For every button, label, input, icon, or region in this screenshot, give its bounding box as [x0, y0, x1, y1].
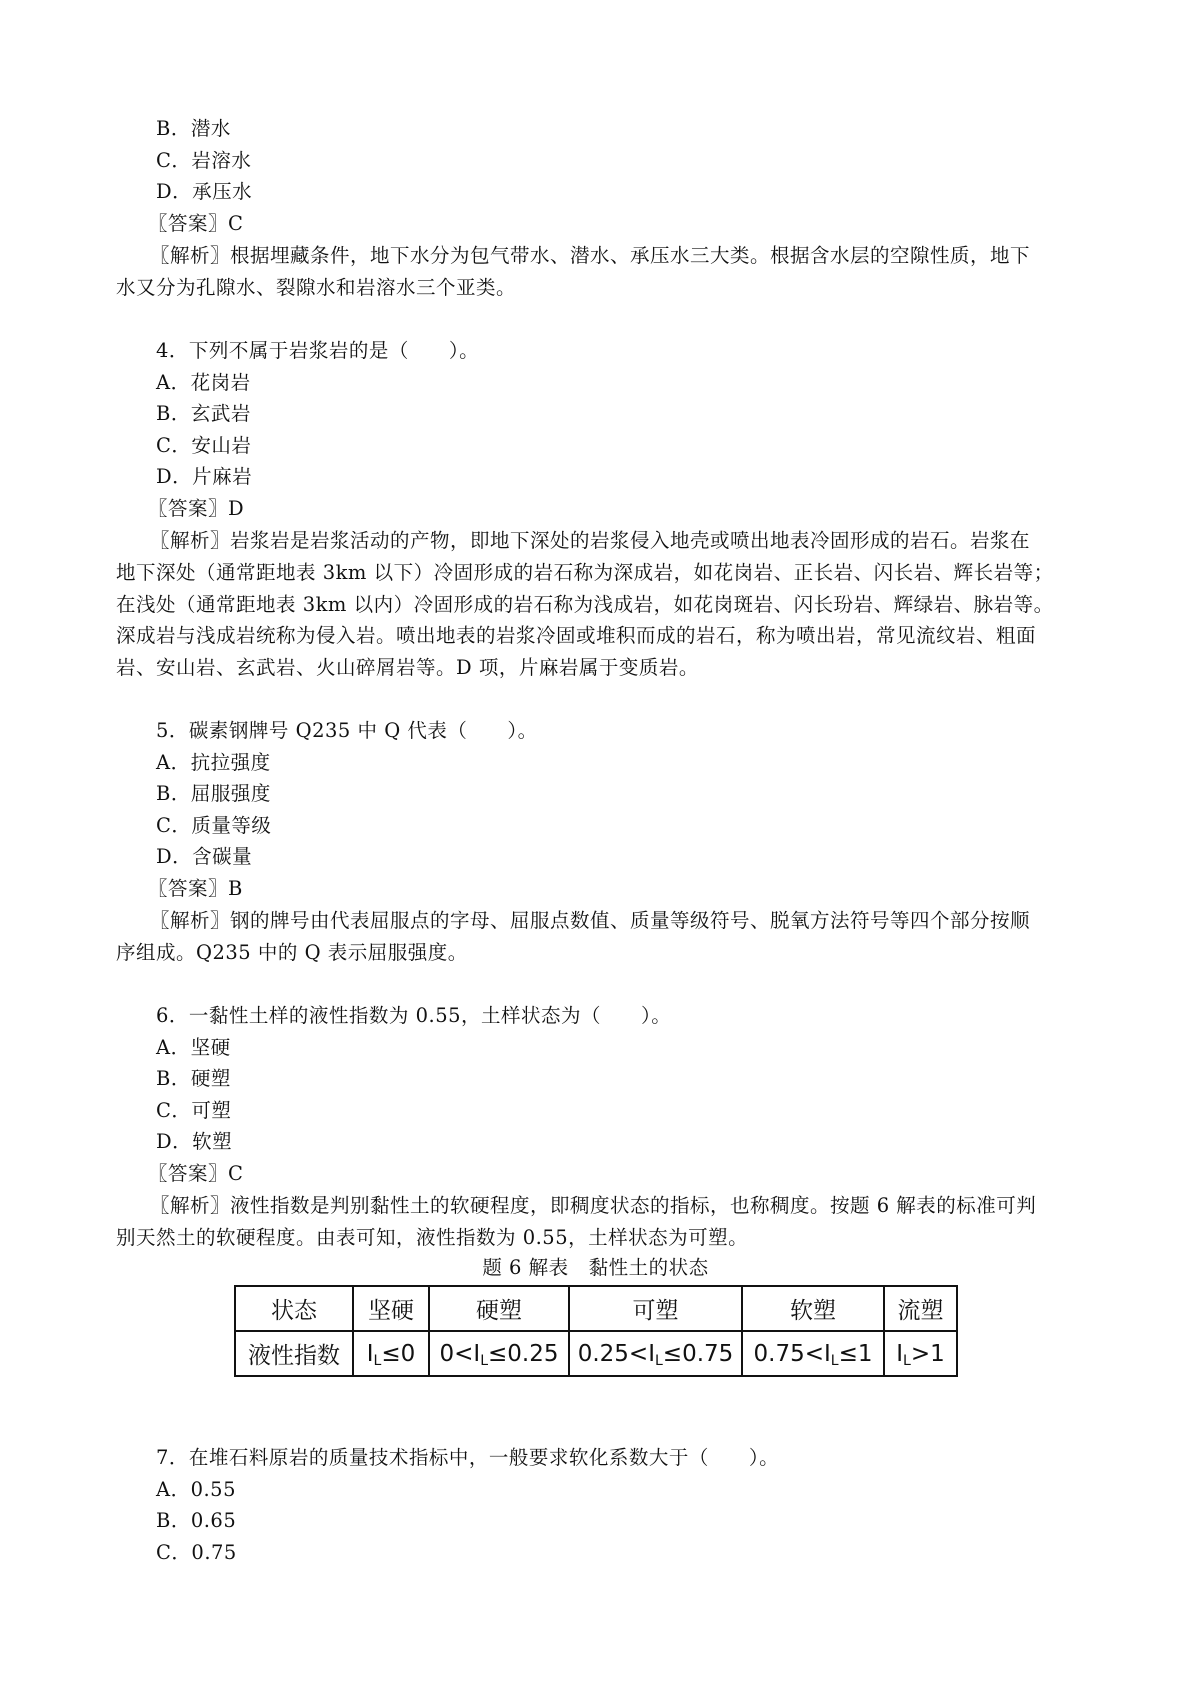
q5-question: 5．碳素钢牌号 Q235 中 Q 代表（ ）。 [156, 719, 538, 742]
table-header-cell: 坚硬 [353, 1286, 429, 1331]
table-cell: IL>1 [884, 1331, 957, 1376]
q4-answer: 〖答案〗D [148, 497, 245, 520]
q6-option-c: C．可塑 [156, 1099, 232, 1122]
soil-state-table [234, 1285, 958, 1377]
table-cell: 0<IL≤0.25 [429, 1331, 569, 1376]
table-row [235, 1331, 957, 1376]
q3-option-b: B．潜水 [156, 117, 231, 140]
q5-option-c: C．质量等级 [156, 814, 272, 837]
q6-option-d: D．软塑 [156, 1130, 233, 1153]
q5-option-d: D．含碳量 [156, 845, 253, 868]
table-header-cell: 流塑 [884, 1286, 957, 1331]
q4-analysis-line-2: 地下深处（通常距地表 3km 以下）冷固形成的岩石称为深成岩，如花岗岩、正长岩、闪长岩、辉长岩等； [116, 561, 1054, 584]
q6-option-a: A．坚硬 [156, 1036, 231, 1059]
q4-analysis-line-3: 在浅处（通常距地表 3km 以内）冷固形成的岩石称为浅成岩，如花岗斑岩、闪长玢岩、辉绿岩、脉岩等。 [116, 593, 1054, 616]
q4-analysis-line-4: 深成岩与浅成岩统称为侵入岩。喷出地表的岩浆冷固或堆积而成的岩石，称为喷出岩，常见流纹岩、粗面 [116, 624, 1037, 647]
table-row-label: 液性指数 [235, 1331, 353, 1376]
q3-option-c: C．岩溶水 [156, 149, 252, 172]
q4-option-b: B．玄武岩 [156, 402, 251, 425]
table-header-label: 状态 [235, 1286, 353, 1331]
table-cell: IL≤0 [353, 1331, 429, 1376]
q4-question: 4．下列不属于岩浆岩的是（ ）。 [156, 339, 480, 362]
q6-analysis-line-2: 别天然土的软硬程度。由表可知，液性指数为 0.55，土样状态为可塑。 [116, 1226, 749, 1249]
table-header-cell: 软塑 [742, 1286, 884, 1331]
q3-analysis-line-2: 水又分为孔隙水、裂隙水和岩溶水三个亚类。 [116, 276, 517, 299]
q5-analysis-line-1: 〖解析〗钢的牌号由代表屈服点的字母、屈服点数值、质量等级符号、脱氧方法符号等四个部分按顺 [150, 909, 1031, 932]
q7-option-b: B．0.65 [156, 1509, 237, 1532]
q3-analysis-line-1: 〖解析〗根据埋藏条件，地下水分为包气带水、潜水、承压水三大类。根据含水层的空隙性质，地下 [150, 244, 1031, 267]
q7-option-c: C．0.75 [156, 1541, 237, 1564]
q4-option-c: C．安山岩 [156, 434, 252, 457]
q5-option-b: B．屈服强度 [156, 782, 271, 805]
q4-option-d: D．片麻岩 [156, 465, 253, 488]
q5-answer: 〖答案〗B [148, 877, 243, 900]
q4-analysis-line-5: 岩、安山岩、玄武岩、火山碎屑岩等。D 项，片麻岩属于变质岩。 [116, 656, 699, 679]
q6-question: 6．一黏性土样的液性指数为 0.55，土样状态为（ ）。 [156, 1004, 672, 1027]
q5-analysis-line-2: 序组成。Q235 中的 Q 表示屈服强度。 [116, 941, 468, 964]
q3-option-d: D．承压水 [156, 180, 253, 203]
q6-option-b: B．硬塑 [156, 1067, 231, 1090]
table-header-row [235, 1286, 957, 1331]
q7-question: 7．在堆石料原岩的质量技术指标中，一般要求软化系数大于（ ）。 [156, 1446, 780, 1469]
table-header-cell: 可塑 [569, 1286, 742, 1331]
table-caption: 题 6 解表 黏性土的状态 [482, 1256, 709, 1279]
q3-answer: 〖答案〗C [148, 212, 244, 235]
q6-analysis-line-1: 〖解析〗液性指数是判别黏性土的软硬程度，即稠度状态的指标，也称稠度。按题 6 解表的标准可判 [150, 1194, 1037, 1217]
q6-answer: 〖答案〗C [148, 1162, 244, 1185]
table-header-cell: 硬塑 [429, 1286, 569, 1331]
q5-option-a: A．抗拉强度 [156, 751, 271, 774]
q7-option-a: A．0.55 [156, 1478, 237, 1501]
table-cell: 0.75<IL≤1 [742, 1331, 884, 1376]
q4-analysis-line-1: 〖解析〗岩浆岩是岩浆活动的产物，即地下深处的岩浆侵入地壳或喷出地表冷固形成的岩石。岩浆在 [150, 529, 1031, 552]
q4-option-a: A．花岗岩 [156, 371, 251, 394]
table-cell: 0.25<IL≤0.75 [569, 1331, 742, 1376]
